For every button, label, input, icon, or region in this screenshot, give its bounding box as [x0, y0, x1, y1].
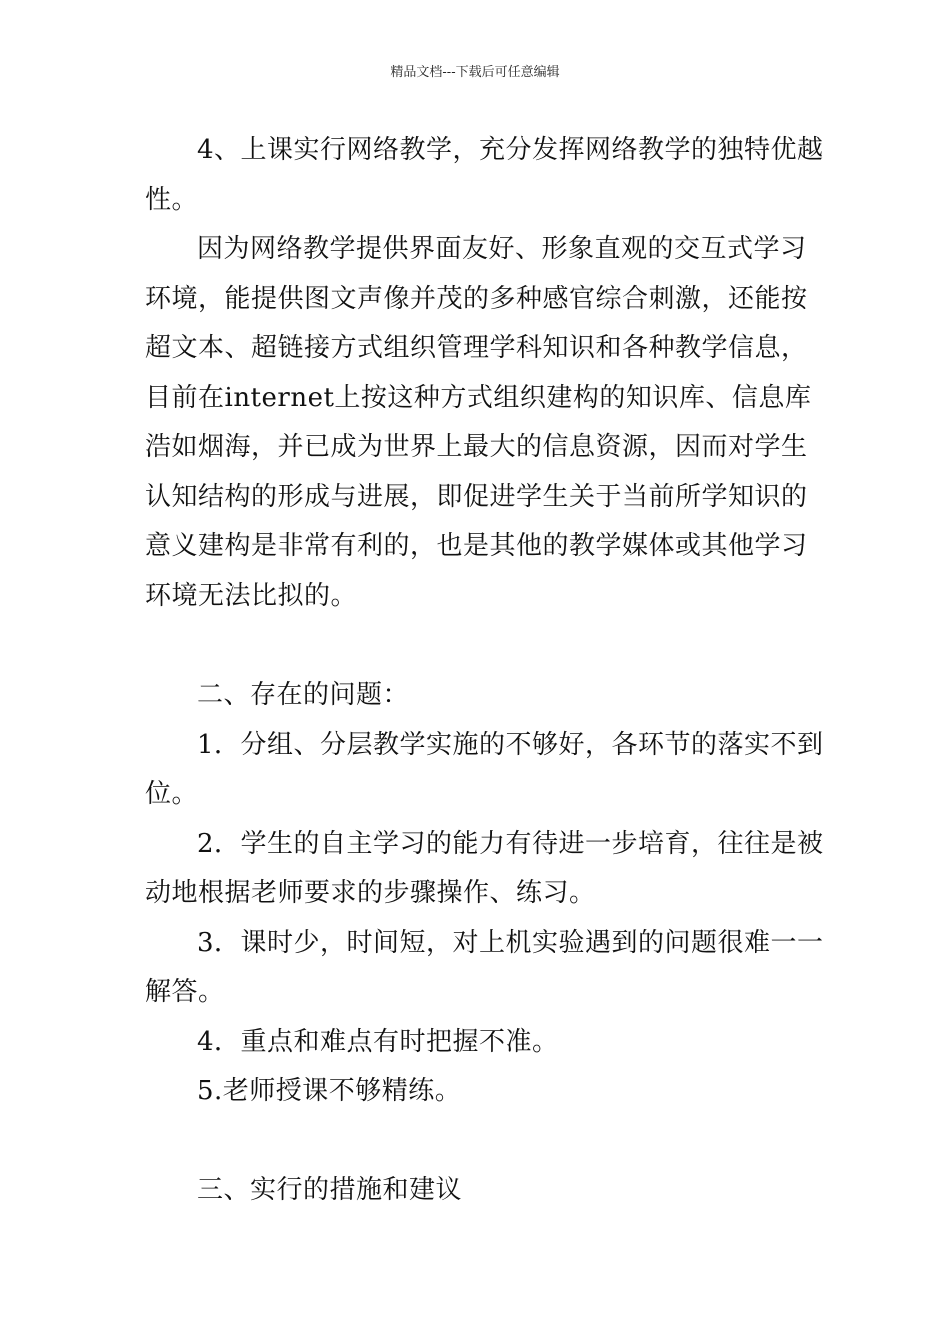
- body-line: 性。: [145, 185, 199, 215]
- body-line: 目前在internet上按这种方式组织建构的知识库、信息库: [145, 383, 812, 413]
- body-line: 位。: [145, 779, 199, 809]
- body-line: 4．重点和难点有时把握不准。: [197, 1027, 559, 1057]
- body-line: 4、上课实行网络教学，充分发挥网络教学的独特优越: [197, 135, 824, 165]
- section-heading: 三、实行的措施和建议: [197, 1175, 463, 1205]
- body-line: 因为网络教学提供界面友好、形象直观的交互式学习: [197, 234, 807, 264]
- body-line: 超文本、超链接方式组织管理学科知识和各种教学信息，: [145, 333, 808, 363]
- page-header: 精品文档---下载后可任意编辑: [390, 65, 560, 80]
- body-line: 1．分组、分层教学实施的不够好，各环节的落实不到: [197, 730, 824, 760]
- body-line: 解答。: [145, 977, 225, 1007]
- body-line: 3．课时少，时间短，对上机实验遇到的问题很难一一: [197, 928, 824, 958]
- body-line: 2．学生的自主学习的能力有待进一步培育，往往是被: [197, 829, 824, 859]
- body-line: 环境，能提供图文声像并茂的多种感官综合刺激，还能按: [145, 284, 808, 314]
- body-line: 环境无法比拟的。: [145, 581, 358, 611]
- section-heading: 二、存在的问题：: [197, 680, 410, 710]
- body-line: 动地根据老师要求的步骤操作、练习。: [145, 878, 596, 908]
- body-line: 认知结构的形成与进展，即促进学生关于当前所学知识的: [145, 482, 808, 512]
- body-line: 浩如烟海，并已成为世界上最大的信息资源，因而对学生: [145, 432, 808, 462]
- body-line: 5.老师授课不够精练。: [197, 1076, 462, 1106]
- body-line: 意义建构是非常有利的，也是其他的教学媒体或其他学习: [145, 531, 808, 561]
